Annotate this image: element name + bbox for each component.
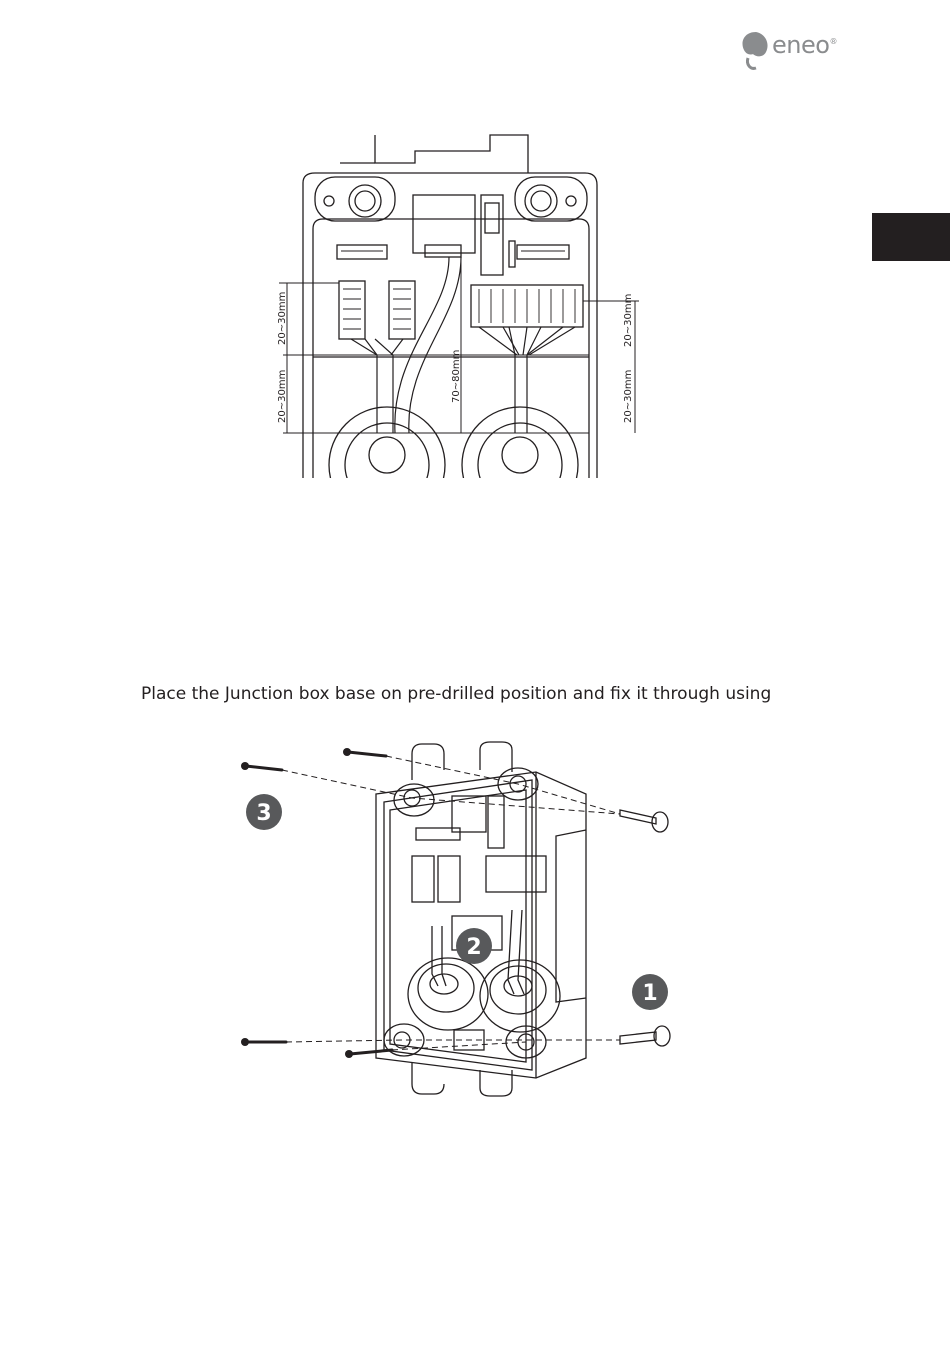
step-badge-2 bbox=[456, 928, 492, 964]
eneo-swirl-icon bbox=[736, 28, 776, 72]
brand-logo-text: eneo® bbox=[772, 31, 837, 59]
step-badge-3 bbox=[246, 794, 282, 830]
dimension-right-bottom: 20~30mm bbox=[623, 369, 634, 423]
wiring-dimension-diagram bbox=[265, 133, 645, 478]
dimension-right-top: 20~30mm bbox=[623, 293, 634, 347]
chapter-tab bbox=[872, 213, 950, 261]
mounting-diagram bbox=[236, 740, 676, 1100]
dimension-left-bottom: 20~30mm bbox=[277, 369, 288, 423]
dimension-center: 70~80mm bbox=[451, 349, 462, 403]
dimension-left-top: 20~30mm bbox=[277, 291, 288, 345]
instruction-text: Place the Junction box base on pre-drilled position and fix it through using bbox=[141, 684, 772, 704]
step-badge-1 bbox=[632, 974, 668, 1010]
svg-text:3: 3 bbox=[256, 801, 272, 826]
svg-text:2: 2 bbox=[466, 935, 482, 960]
svg-text:1: 1 bbox=[642, 981, 658, 1006]
